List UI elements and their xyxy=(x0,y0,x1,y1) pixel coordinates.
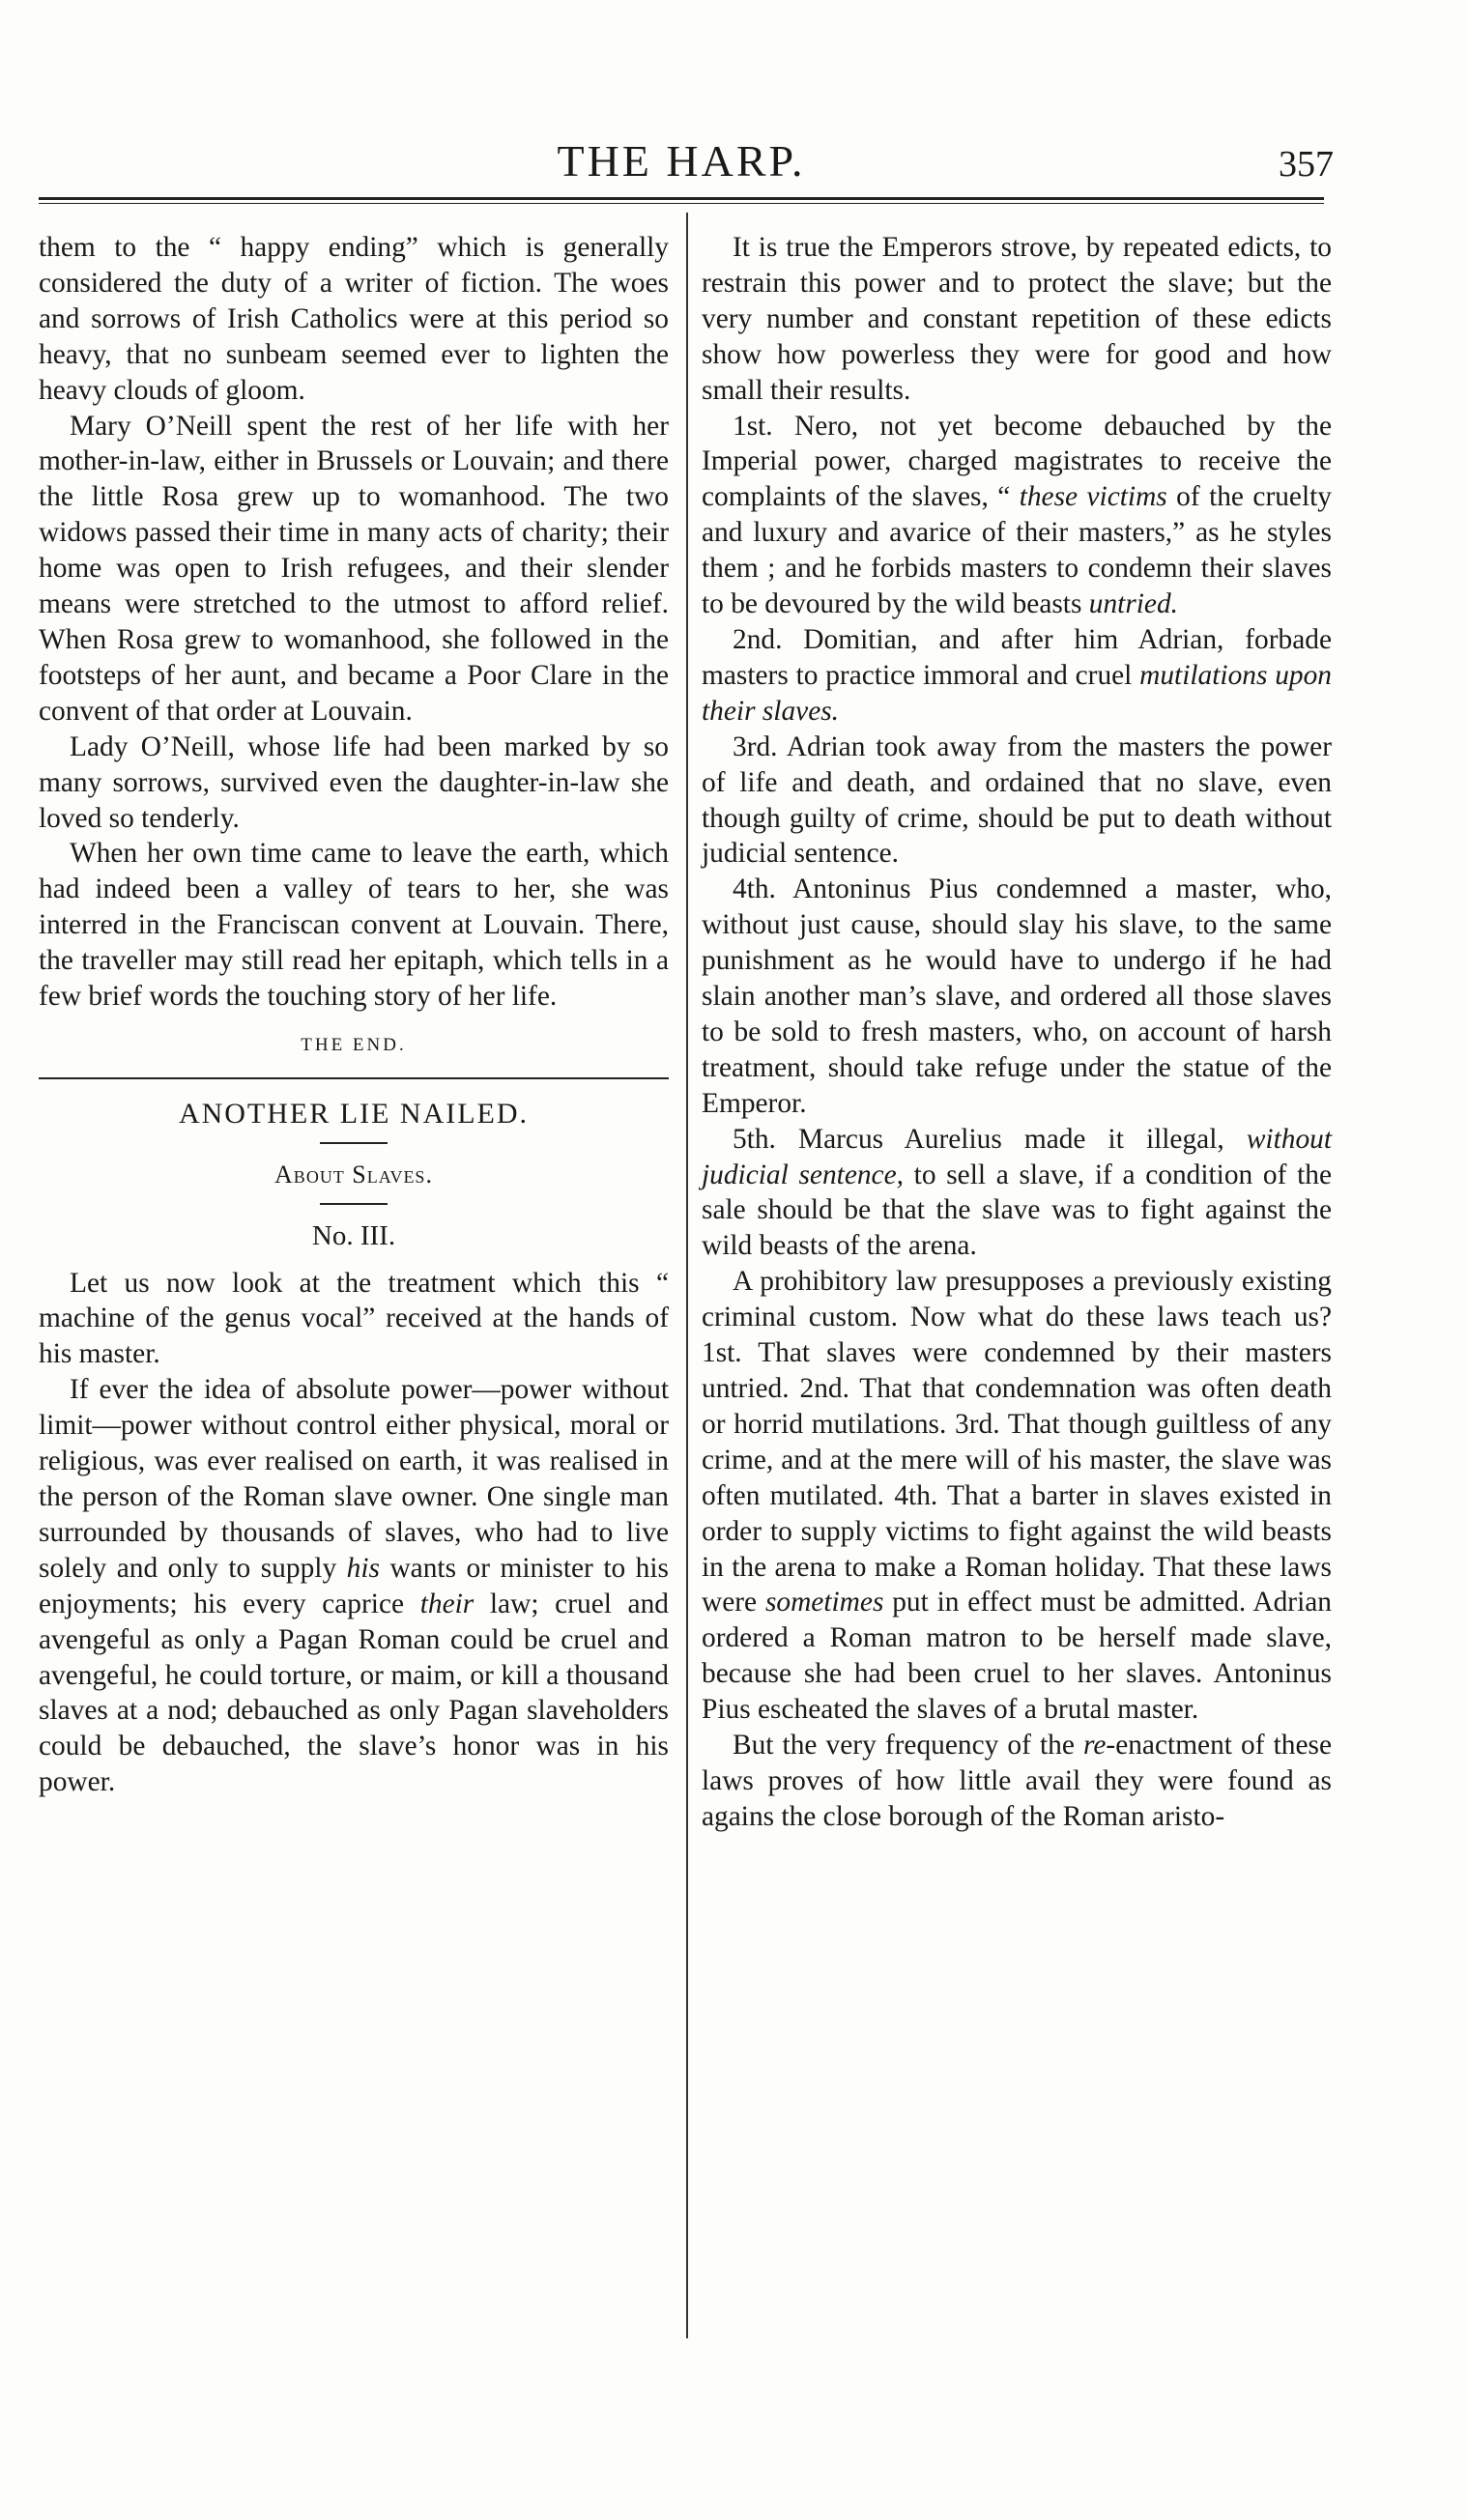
text-run: of the cruelty and luxury and avarice of their masters,” as he styles them ; and he forbids masters to condemn their slaves to be devoured by the wild beasts xyxy=(702,481,1332,620)
italic-run: untried. xyxy=(1088,588,1179,620)
text-run: 5th. Marcus Aurelius made it illegal, xyxy=(733,1123,1247,1155)
text-run: wants or minister to his enjoyments; his every caprice xyxy=(39,1552,669,1619)
italic-run: their xyxy=(419,1588,475,1619)
header-rule xyxy=(39,197,1324,204)
paragraph: It is true the Emperors strove, by repeated edicts, to restrain this power and to protect the slave; but the very number and constant repetition of these edicts show how powerless they were for good and how small their results. xyxy=(702,232,1332,406)
right-column xyxy=(702,230,1332,1835)
paragraph: Let us now look at the treatment which this “ machine of the genus vocal” received at the hands of his master. xyxy=(39,1267,669,1370)
paragraph: 3rd. Adrian took away from the masters the power of life and death, and ordained that no slave, even though guilty of crime, should be put to death without judicial sentence. xyxy=(702,730,1332,870)
paragraph xyxy=(39,1372,669,1800)
paragraph xyxy=(702,622,1332,730)
article-subtitle: About Slaves. xyxy=(274,1160,433,1188)
the-end-marker: THE END. xyxy=(301,1034,407,1055)
left-column xyxy=(39,230,669,1800)
text-run: law; cruel and avengeful as only a Pagan Roman could be cruel and avengeful, he could torture, or maim, or kill a thousand slaves at a nod; debauched as only Pagan slaveholders could be debauched, the slave’s honor was in his power. xyxy=(39,1588,669,1798)
text-run: If ever the idea of absolute power—power without limit—power without control either physical, moral or religious, was ever realised on earth, it was realised in the person of the Roman slave owner. One single man surrounded by thousands of slaves, who had to live solely and only to supply xyxy=(39,1374,669,1584)
italic-run: sometimes xyxy=(764,1587,884,1618)
italic-run: re xyxy=(1083,1730,1107,1761)
article-number: No. III. xyxy=(311,1219,396,1251)
paragraph: Mary O’Neill spent the rest of her life with her mother-in-law, either in Brussels or Louvain; and there the little Rosa grew up to womanhood. The two widows passed their time in many acts of charity; their home was open to Irish refugees, and their slender means were stretched to the utmost to afford relief. When Rosa grew to womanhood, she followed in the footsteps of her aunt, and became a Poor Clare in the convent of that order at Louvain. xyxy=(39,410,669,727)
paragraph: When her own time came to leave the earth, which had indeed been a valley of tears to her, she was interred in the Franciscan convent at Louvain. There, the traveller may still read her epitaph, which tells in a few brief words the touching story of her life. xyxy=(39,838,669,1013)
paragraph: them to the “ happy ending” which is generally considered the duty of a writer of fiction. The woes and sorrows of Irish Catholics were at this period so heavy, that no sunbeam seemed ever to lighten the heavy clouds of gloom. xyxy=(39,232,669,406)
page-number: 357 xyxy=(1279,144,1334,185)
text-run: -enactment of these laws proves of how little avail they were found as agains the close borough of the Roman aristo- xyxy=(702,1730,1332,1832)
text-run: A prohibitory law presupposes a previously existing criminal custom. Now what do these laws teach us? 1st. That slaves were condemned by their masters untried. 2nd. That that condemnation was often death or horrid mutilations. 3rd. That though guiltless of any crime, and at the mere will of his master, the slave was often mutilated. 4th. That a barter in slaves existed in order to supply victims to fight against the wild beasts in the arena to make a Roman holiday. That these laws were xyxy=(702,1266,1332,1618)
section-rule xyxy=(39,1077,669,1079)
page-header xyxy=(39,135,1334,203)
paragraph: Lady O’Neill, whose life had been marked by so many sorrows, survived even the daughter-in-law she loved so tenderly. xyxy=(39,730,669,834)
short-rule xyxy=(320,1142,388,1144)
text-run: But the very frequency of the xyxy=(733,1730,1083,1761)
running-title: THE HARP. xyxy=(557,136,806,186)
text-run: 2nd. Domitian, and after him Adrian, forbade masters to practice immoral and cruel xyxy=(702,623,1332,691)
paragraph xyxy=(702,1122,1332,1265)
paragraph xyxy=(702,409,1332,622)
short-rule xyxy=(320,1203,388,1205)
italic-run: his xyxy=(346,1552,380,1584)
italic-run: mutilations upon their slaves. xyxy=(702,659,1332,727)
paragraph xyxy=(702,1728,1332,1835)
italic-run: without judicial sentence, xyxy=(702,1123,1332,1190)
text-run: put in effect must be admitted. Adrian ordered a Roman matron to be herself made slave, because she had been cruel to her slaves. Antoninus Pius escheated the slaves of a brutal master. xyxy=(702,1587,1332,1726)
paragraph: 4th. Antoninus Pius condemned a master, who, without just cause, should slay his slave, to the same punishment as he would have to undergo if he had slain another man’s slave, and ordered all those slaves to be sold to fresh masters, who, on account of harsh treatment, should take refuge under the statue of the Emperor. xyxy=(702,873,1332,1119)
article-title: ANOTHER LIE NAILED. xyxy=(178,1097,530,1130)
column-divider xyxy=(686,213,688,2338)
text-run: to sell a slave, if a condition of the sale should be that the slave was to fight against the wild beasts of the arena. xyxy=(702,1159,1332,1262)
italic-run: these victims xyxy=(1019,481,1167,513)
paragraph xyxy=(702,1264,1332,1728)
text-run: 1st. Nero, not yet become debauched by the Imperial power, charged magistrates to receive the complaints of the slaves, “ xyxy=(702,410,1332,513)
